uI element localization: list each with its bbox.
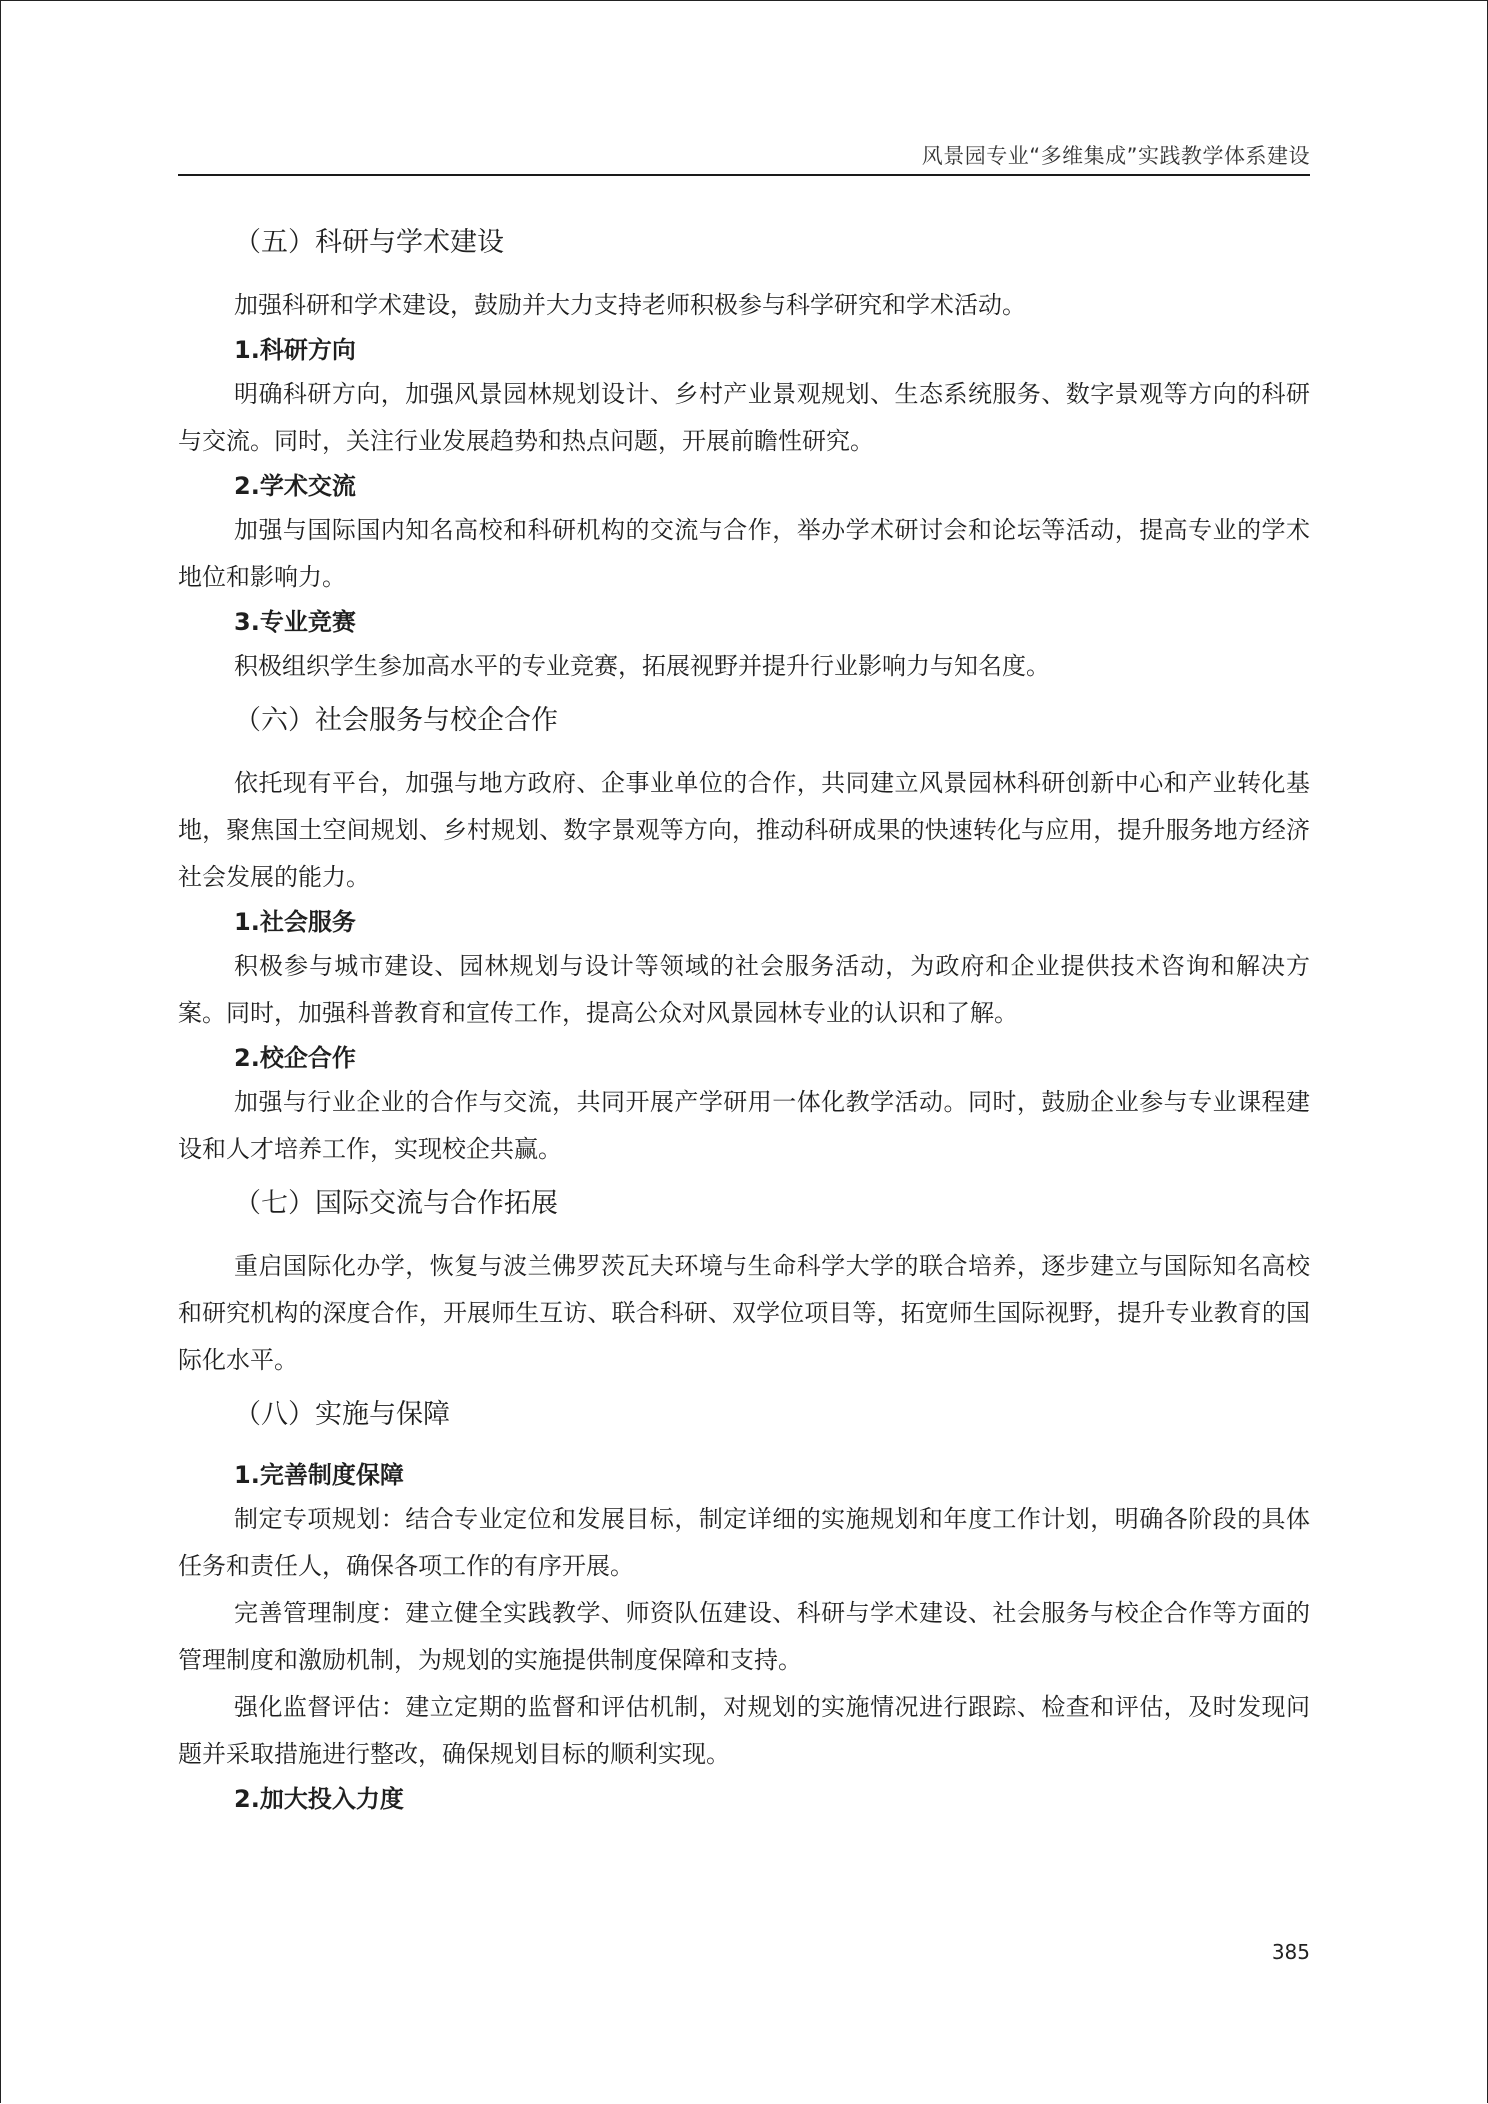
subsection-heading: 1.科研方向: [234, 336, 356, 364]
section-5: [178, 218, 1310, 690]
document-body: [178, 218, 1310, 1820]
section-7: [178, 1179, 1310, 1384]
page-number: 385: [1271, 1940, 1310, 1964]
paragraph: 积极组织学生参加高水平的专业竞赛，拓展视野并提升行业影响力与知名度。: [234, 652, 1050, 680]
section-intro: 加强科研和学术建设，鼓励并大力支持老师积极参与科学研究和学术活动。: [234, 291, 1026, 319]
section-intro: 依托现有平台，加强与地方政府、企事业单位的合作，共同建立风景园林科研创新中心和产业转化基地，聚焦国土空间规划、乡村规划、数字景观等方向，推动科研成果的快速转化与应用，提升服务地方经济社会发展的能力。: [178, 769, 1310, 891]
subsection-heading: 2.加大投入力度: [234, 1785, 404, 1813]
section-8: [178, 1390, 1310, 1820]
subsection-heading: 2.学术交流: [234, 472, 356, 500]
running-header: [178, 138, 1310, 176]
subsection-heading: 1.社会服务: [234, 908, 356, 936]
section-6: [178, 696, 1310, 1173]
subsection-heading: 3.专业竞赛: [234, 608, 356, 636]
paragraph: 积极参与城市建设、园林规划与设计等领域的社会服务活动，为政府和企业提供技术咨询和解决方案。同时，加强科普教育和宣传工作，提高公众对风景园林专业的认识和了解。: [178, 952, 1310, 1027]
paragraph: 完善管理制度：建立健全实践教学、师资队伍建设、科研与学术建设、社会服务与校企合作等方面的管理制度和激励机制，为规划的实施提供制度保障和支持。: [178, 1599, 1310, 1674]
subsection-heading: 1.完善制度保障: [234, 1461, 404, 1489]
paragraph: 加强与行业企业的合作与交流，共同开展产学研用一体化教学活动。同时，鼓励企业参与专业课程建设和人才培养工作，实现校企共赢。: [178, 1088, 1310, 1163]
section-title: （七）国际交流与合作拓展: [234, 1188, 558, 1219]
section-title: （五）科研与学术建设: [234, 227, 504, 258]
section-title: （六）社会服务与校企合作: [234, 705, 558, 736]
section-title: （八）实施与保障: [234, 1399, 450, 1430]
paragraph: 制定专项规划：结合专业定位和发展目标，制定详细的实施规划和年度工作计划，明确各阶段的具体任务和责任人，确保各项工作的有序开展。: [178, 1505, 1310, 1580]
paragraph: 强化监督评估：建立定期的监督和评估机制，对规划的实施情况进行跟踪、检查和评估，及时发现问题并采取措施进行整改，确保规划目标的顺利实现。: [178, 1693, 1310, 1768]
running-title: 风景园专业“多维集成”实践教学体系建设: [921, 144, 1310, 168]
subsection-heading: 2.校企合作: [234, 1044, 356, 1072]
paragraph: 加强与国际国内知名高校和科研机构的交流与合作，举办学术研讨会和论坛等活动，提高专业的学术地位和影响力。: [178, 516, 1310, 591]
paragraph: 明确科研方向，加强风景园林规划设计、乡村产业景观规划、生态系统服务、数字景观等方向的科研与交流。同时，关注行业发展趋势和热点问题，开展前瞻性研究。: [178, 380, 1310, 455]
section-intro: 重启国际化办学，恢复与波兰佛罗茨瓦夫环境与生命科学大学的联合培养，逐步建立与国际知名高校和研究机构的深度合作，开展师生互访、联合科研、双学位项目等，拓宽师生国际视野，提升专业教育的国际化水平。: [178, 1252, 1310, 1374]
